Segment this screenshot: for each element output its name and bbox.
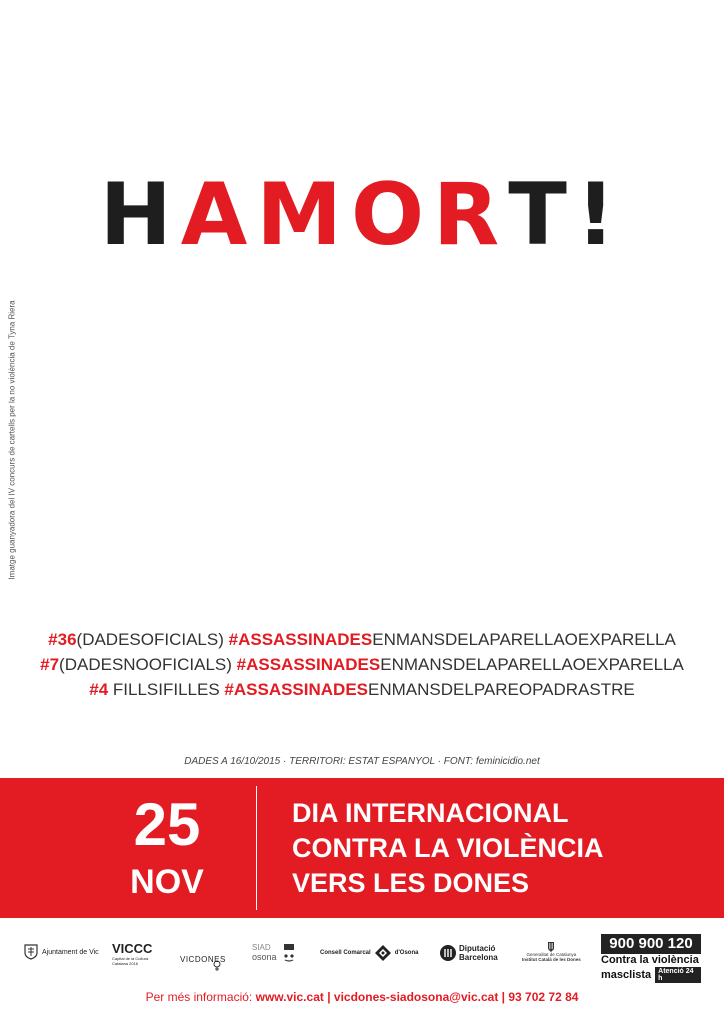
- hotline-line2: masclista: [601, 968, 652, 981]
- consell-label-b: d'Osona: [394, 950, 419, 956]
- title-letter: M: [256, 165, 351, 265]
- consell-label-a: Consell Comarcal: [320, 950, 371, 956]
- hotline-line2-row: [601, 967, 701, 983]
- stat-tag: #ASSASSINADES: [236, 655, 381, 674]
- footer-email-link[interactable]: vicdones-siadosona@vic.cat: [333, 990, 499, 1004]
- diputacio-label-a: Diputació: [459, 944, 496, 953]
- vicdones-label: VICDONES: [180, 954, 226, 964]
- stat-rest: ENMANSDELAPARELLAOEXPARELLA: [372, 630, 676, 649]
- stat-count: #7: [40, 655, 60, 674]
- osona-label: osona: [252, 951, 277, 962]
- viccc-name: VICCC: [112, 941, 153, 956]
- title-letter: T: [508, 165, 576, 265]
- headline-line: CONTRA LA VIOLÈNCIA: [292, 833, 604, 863]
- diputacio-symbol-icon: [440, 945, 456, 961]
- title-letter: H: [99, 165, 181, 265]
- institut-dones-logo: [522, 942, 581, 962]
- stat-line: [0, 680, 724, 700]
- stat-line: [0, 630, 724, 650]
- stat-tag: #ASSASSINADES: [224, 680, 369, 699]
- stat-qualifier: (DADESOFICIALS): [76, 630, 224, 649]
- headline-line: DIA INTERNACIONAL: [292, 798, 569, 828]
- venus-symbol-icon: [212, 960, 222, 972]
- footer-web-link[interactable]: www.vic.cat: [255, 990, 324, 1004]
- image-credit-text: Imatge guanyadora del IV concurs de cartells per la no violència de Tyna Riera: [7, 300, 17, 580]
- consell-comarcal-logo: [320, 944, 418, 962]
- title-letter: A: [180, 165, 257, 265]
- footer-contact: [0, 990, 724, 1004]
- headline-line: VERS LES DONES: [292, 868, 530, 898]
- stat-count: #36: [48, 630, 77, 649]
- generalitat-label: Generalitat de Catalunya: [526, 952, 577, 957]
- hotline-badge: Atenció 24 h: [655, 967, 701, 983]
- date-day: 25: [133, 791, 201, 858]
- viccc-logo: [112, 942, 158, 966]
- stat-count: #4: [89, 680, 109, 699]
- footer-separator: |: [498, 990, 509, 1004]
- image-credit: [2, 300, 22, 580]
- siad-symbol-icon: [281, 942, 297, 962]
- hotline-number: 900 900 120: [601, 934, 701, 954]
- footer-phone[interactable]: 93 702 72 84: [508, 990, 579, 1004]
- diputacio-label-b: Barcelona: [459, 953, 498, 962]
- title-letter: !: [575, 165, 625, 265]
- crest-icon: [24, 944, 38, 960]
- generalitat-symbol-icon: [547, 942, 555, 952]
- hotline-box: [601, 934, 701, 983]
- siad-label: SIAD: [252, 942, 271, 952]
- page-title: [0, 160, 724, 270]
- banner-divider: [256, 786, 257, 910]
- consell-symbol-icon: [374, 944, 392, 962]
- ajuntament-vic-logo: [24, 944, 99, 960]
- stat-rest: ENMANSDELAPARELLAOEXPARELLA: [380, 655, 684, 674]
- vicdones-logo: [180, 946, 226, 972]
- stat-rest: ENMANSDELPAREOPADRASTRE: [368, 680, 635, 699]
- stat-tag: #ASSASSINADES: [228, 630, 373, 649]
- title-letter: R: [433, 165, 509, 265]
- diputacio-barcelona-logo: [440, 944, 498, 962]
- title-letter: O: [350, 165, 434, 265]
- ajuntament-vic-label: Ajuntament de Vic: [42, 948, 99, 956]
- stat-qualifier: (DADESNOOFICIALS): [59, 655, 232, 674]
- institut-label: Institut Català de les Dones: [522, 957, 581, 962]
- footer-separator: |: [323, 990, 334, 1004]
- date-month: NOV: [130, 863, 204, 901]
- stat-line: [0, 655, 724, 675]
- data-source-note: DADES A 16/10/2015 · TERRITORI: ESTAT ESPANYOL · FONT: feminicidio.net: [184, 756, 540, 767]
- siad-osona-logo: [252, 942, 297, 962]
- viccc-subtitle: Capital de la Cultura Catalana 2016: [112, 956, 149, 966]
- footer-prefix: Per més informació:: [145, 990, 256, 1004]
- stat-qualifier: FILLSIFILLES: [108, 680, 225, 699]
- hotline-line1: Contra la violència: [601, 954, 699, 966]
